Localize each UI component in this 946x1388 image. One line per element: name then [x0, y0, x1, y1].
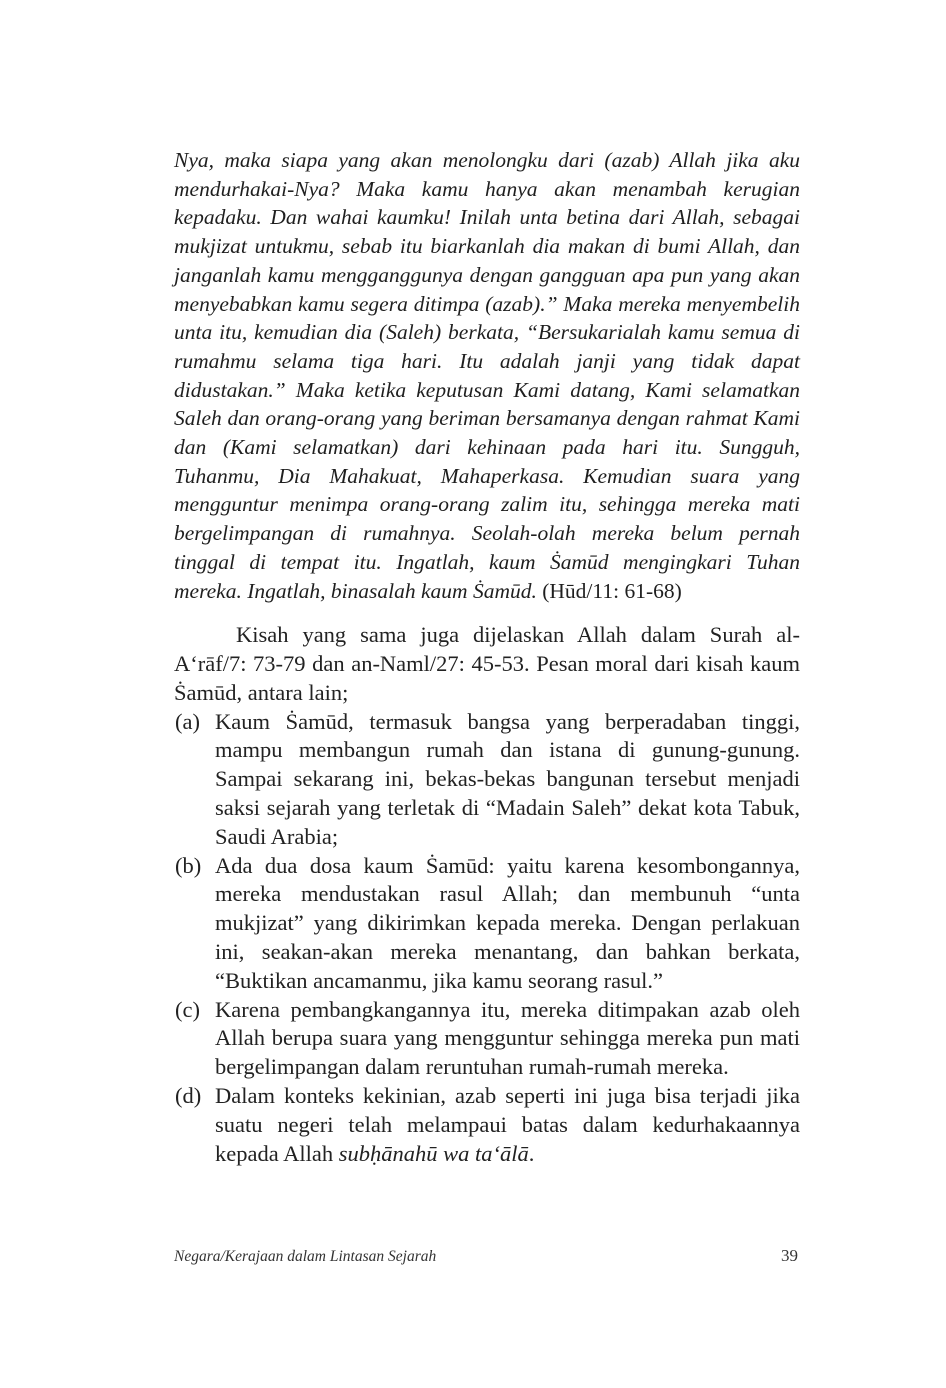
- list-item-emphasis: subḥānahū wa ta‘ālā: [338, 1140, 529, 1166]
- quote-text: Nya, maka siapa yang akan menolongku dari (azab) Allah jika aku mendurhakai-Nya? Maka kamu hanya akan menambah kerugian kepadaku. Dan wahai kaumku! Inilah unta betina dari Allah, sebagai mukjizat untukmu, sebab itu biarkanlah dia makan di bumi Allah, dan janganlah kamu mengganggunya dengan gangguan apa pun yang akan menyebabkan kamu segera ditimpa (azab).” Maka mereka menyembelih unta itu, kemudian dia (Saleh) berkata, “Bersukarialah kamu semua di rumahmu selama tiga hari. Itu adalah janji yang tidak dapat didustakan.” Maka ketika keputusan Kami datang, Kami selamatkan Saleh dan orang-orang yang beriman bersamanya dengan rahmat Kami dan (Kami selamatkan) dari kehinaan pada hari itu. Sungguh, Tuhanmu, Dia Mahakuat, Mahaperkasa. Kemudian suara yang mengguntur menimpa orang-orang zalim itu, sehingga mereka mati bergelimpangan di rumahnya. Seolah-olah mereka belum pernah tinggal di tempat itu. Ingatlah, kaum Ṡamūd mengingkari Tuhan mereka. Ingatlah, binasalah kaum Ṡamūd.: [174, 148, 800, 603]
- page-body: [174, 146, 800, 1168]
- list-marker: (b): [175, 852, 202, 878]
- list-item: [174, 1082, 800, 1168]
- quran-quote: [174, 146, 800, 605]
- list-item-text: Dalam konteks kekinian, azab seperti ini juga bisa terjadi jika suatu negeri telah melampaui batas dalam kedurhakaannya kepada Allah: [215, 1083, 800, 1166]
- list-item: [174, 996, 800, 1082]
- list-marker: (c): [175, 996, 200, 1022]
- list-marker: (d): [175, 1083, 202, 1108]
- list-item: [174, 852, 800, 996]
- intro-paragraph: Kisah yang sama juga dijelaskan Allah dalam Surah al-A‘rāf/7: 73-79 dan an-Naml/27: 45-53. Pesan moral dari kisah kaum Ṡamūd, antara lain;: [174, 622, 800, 705]
- list-item-text: Kaum Ṡamūd, termasuk bangsa yang berperadaban tinggi, mampu membangun rumah dan istana di gunung-gunung. Sampai sekarang ini, bekas-bekas bangunan tersebut menjadi saksi sejarah yang terletak di “Madain Saleh” dekat kota Tabuk, Saudi Arabia;: [215, 708, 800, 849]
- list-item-text: Ada dua dosa kaum Ṡamūd: yaitu karena kesombongannya, mereka mendustakan rasul Allah; dan membunuh “unta mukjizat” yang dikirimkan kepada mereka. Dengan perlakuan ini, seakan-akan mereka menantang, dan bahkan berkata, “Buktikan ancamanmu, jika kamu seorang rasul.”: [215, 852, 800, 993]
- moral-lessons-list: [174, 708, 800, 1169]
- list-item-text: Karena pembangkangannya itu, mereka ditimpakan azab oleh Allah berupa suara yang mengguntur sehingga mereka pun mati bergelimpangan dalam reruntuhan rumah-rumah mereka.: [215, 996, 800, 1080]
- list-item: [174, 708, 800, 852]
- page-number: 39: [781, 1246, 798, 1265]
- quote-reference: (Hūd/11: 61-68): [536, 578, 682, 603]
- list-marker: (a): [175, 708, 200, 734]
- running-footer-title: Negara/Kerajaan dalam Lintasan Sejarah: [174, 1248, 437, 1265]
- list-item-ending: .: [528, 1140, 535, 1166]
